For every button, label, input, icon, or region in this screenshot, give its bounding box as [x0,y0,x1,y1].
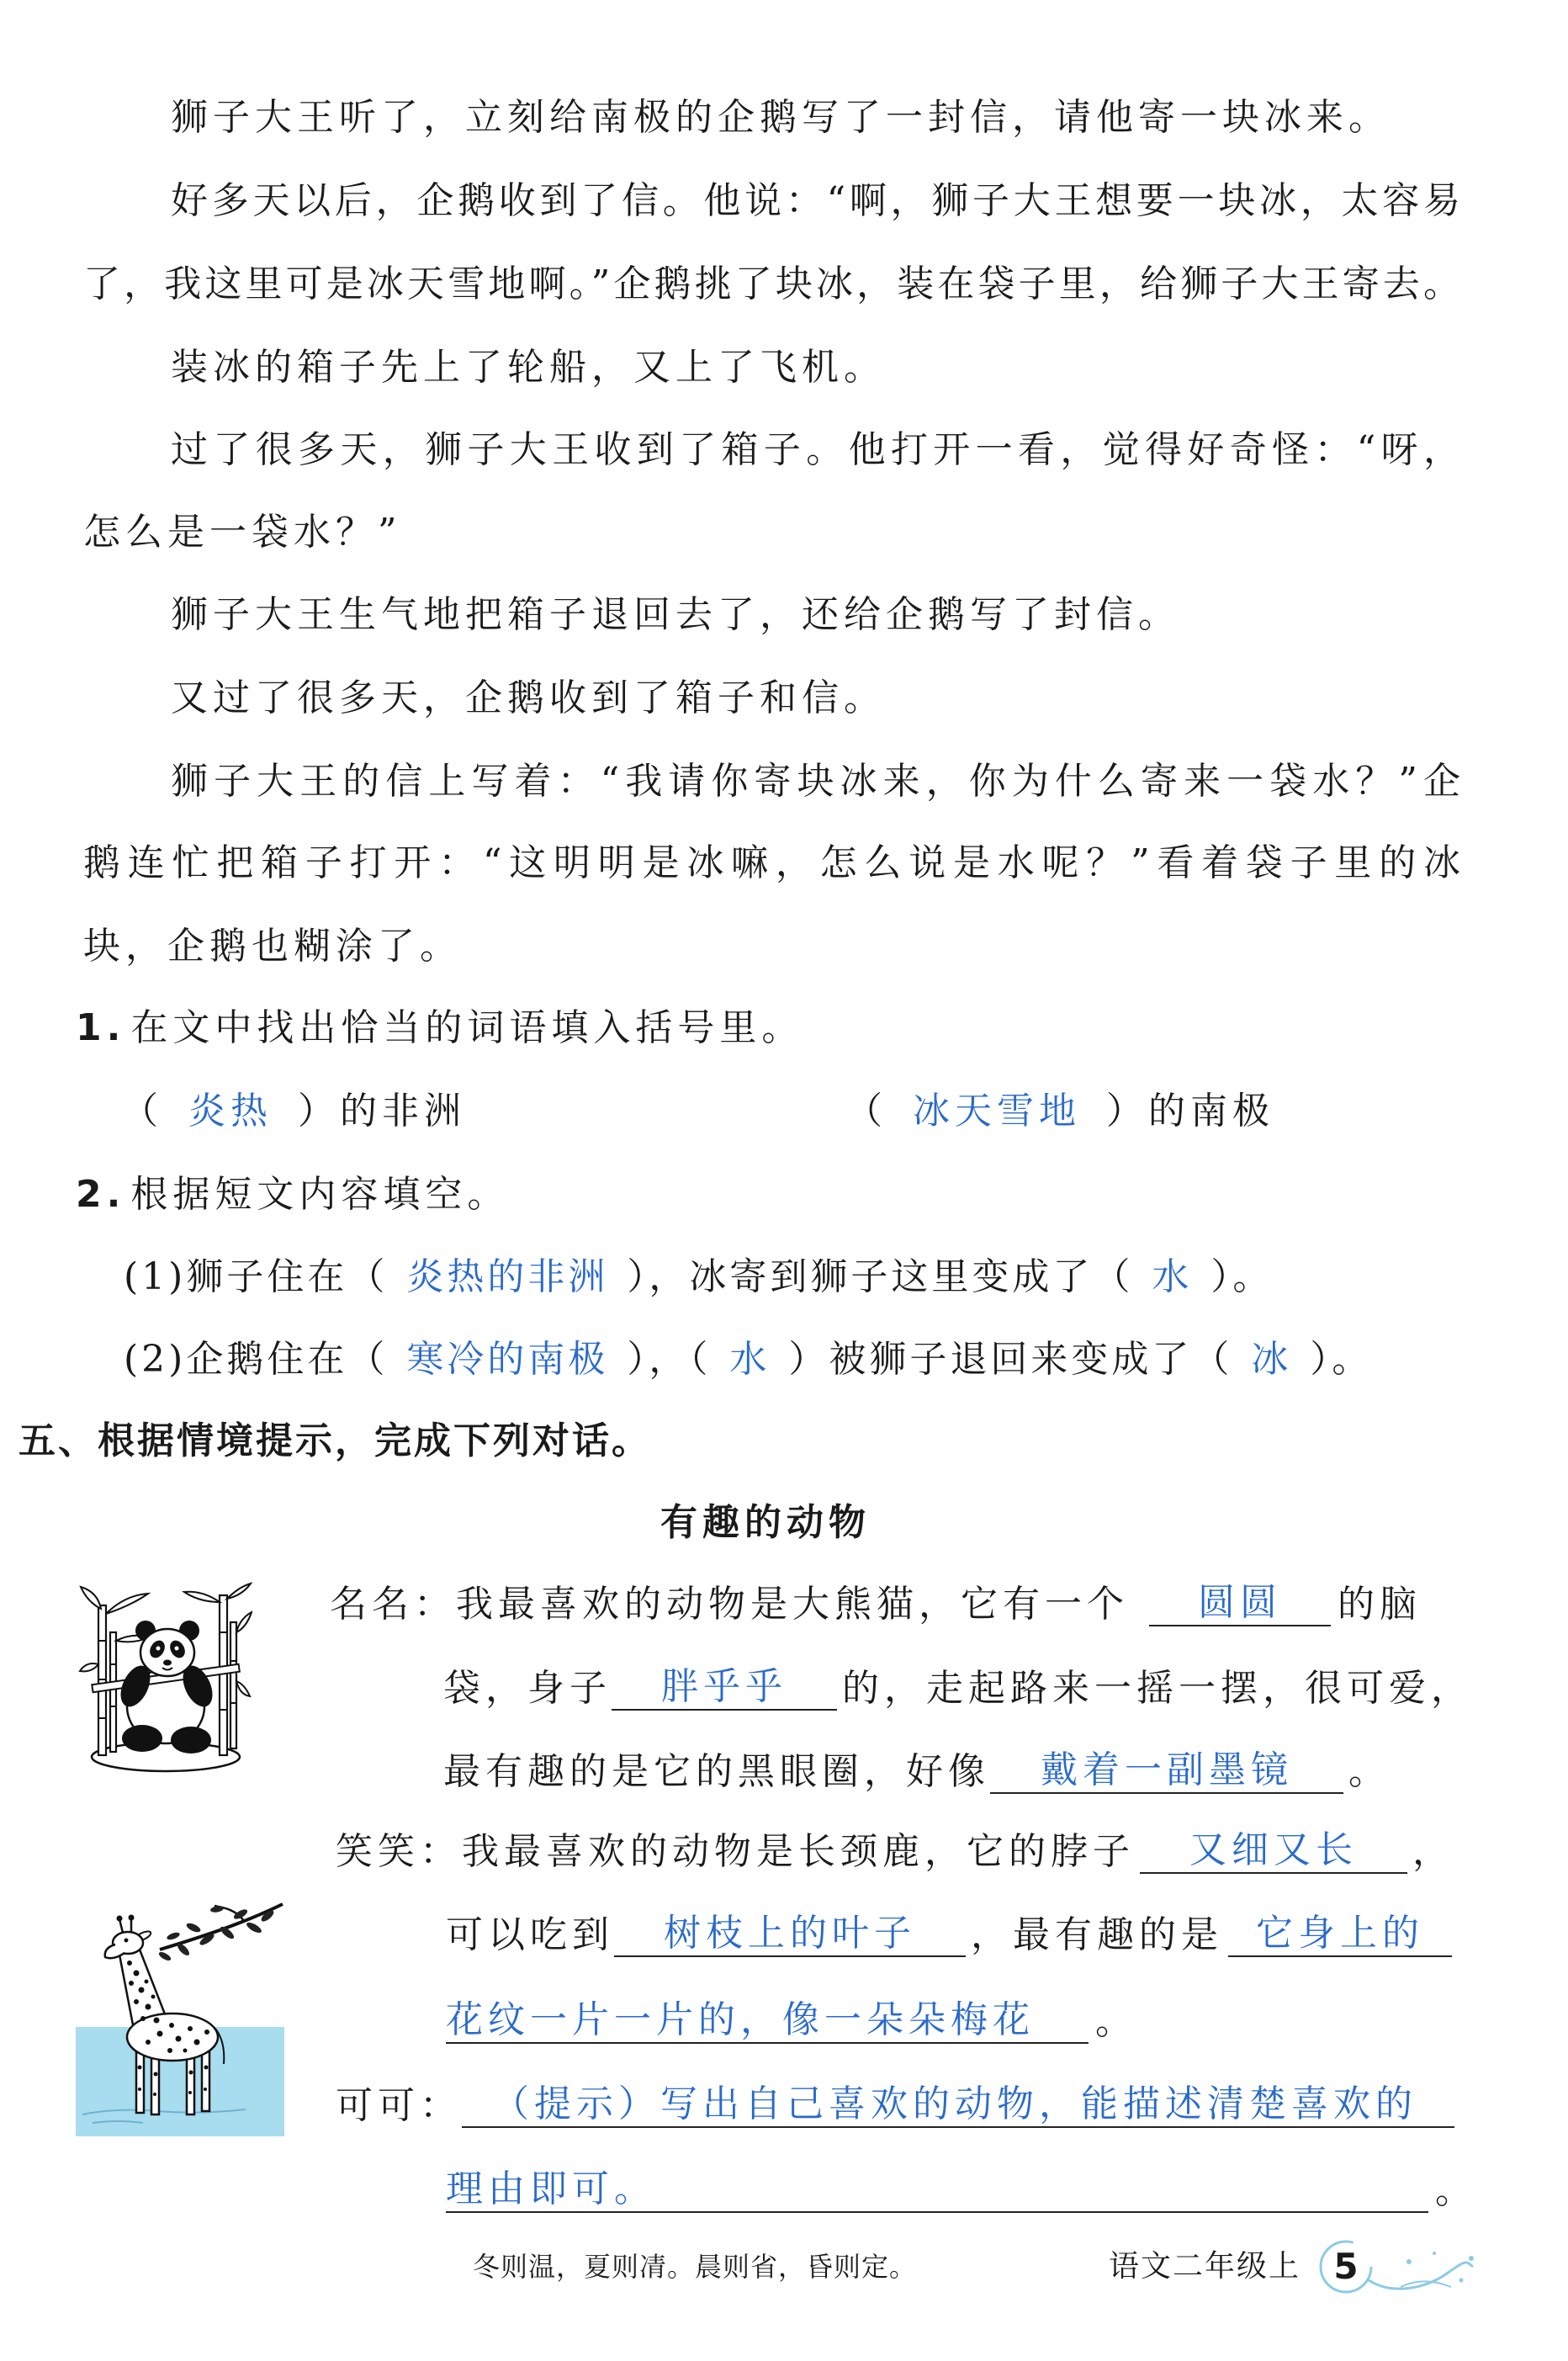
passage-line-5: 过了很多天，狮子大王收到了箱子。他打开一看，觉得好奇怪：“呀， [171,428,1460,471]
dialog-line-xiaoxiao-1 [336,1827,1454,1877]
q1-item-2 [845,1086,1274,1137]
giraffe-illustration [76,1902,284,2136]
tree-branch [160,1904,283,1950]
q1-item-1 [121,1086,466,1137]
dialog-line-mingming-1 [330,1579,1422,1630]
dialog-line-keke-2 [446,2166,1477,2216]
item-suffix: ）的非洲 [298,1090,466,1133]
dialog-text: 我最喜欢的动物是长颈鹿，它的脖子 [462,1830,1135,1873]
answer-text: 冰 [1251,1338,1292,1381]
dialog-text: 的脑 [1338,1583,1422,1626]
answer-blank: 它身上的 [1228,1910,1452,1957]
footer-motto: 冬则温，夏则凊。晨则省，昏则定。 [473,2251,918,2283]
dialog-text: 袋，身子 [443,1667,612,1710]
dialog-text: 可以吃到 [446,1913,614,1956]
dialog-text: 的，走起路来一摇一摆，很可爱， [842,1667,1473,1710]
swirl-ornament [1369,2263,1473,2289]
answer-text: 寒冷的南极 [406,1338,609,1381]
answer-text: 水 [729,1338,771,1381]
giraffe-drawing [76,1902,284,2136]
dialog-line-xiaoxiao-3 [446,1997,1137,2047]
panda-drawing [78,1580,252,1776]
item-text: ），冰寄到狮子这里变成了（ [627,1255,1134,1298]
item-text: (2)企鹅住在（ [124,1338,389,1381]
dialog-text: 。 [1348,1750,1391,1793]
panda-illustration [78,1580,252,1776]
dialog-text: 。 [1095,2000,1137,2043]
passage-line-3: 了，我这里可是冰天雪地啊。”企鹅挑了块冰，装在袋子里，给狮子大王寄去。 [83,263,1460,305]
answer-blank: 又细又长 [1140,1827,1407,1874]
dialog-text: 最有趣的是它的黑眼圈，好像 [443,1750,990,1793]
answer-blank: 树枝上的叶子 [614,1910,966,1957]
speaker-label: 笑笑： [336,1830,462,1873]
panda-leg [171,1727,211,1754]
speaker-label: 可可： [336,2084,462,2127]
item-text: ）被狮子退回来变成了（ [788,1338,1233,1381]
answer-blank: 胖乎乎 [612,1663,837,1711]
question-number: 1. [76,1006,126,1049]
question-prompt: 根据短文内容填空。 [130,1173,510,1216]
footer-subject: 语文二年级上 [1109,2249,1301,2284]
dialog-line-xiaoxiao-2 [446,1910,1452,1960]
question-2 [76,1170,509,1220]
dialog-line-mingming-3 [443,1747,1391,1797]
answer-blank: 圆圆 [1149,1579,1331,1626]
passage-line-6: 怎么是一袋水？” [83,511,402,554]
answer-text: 炎热的非洲 [406,1255,609,1298]
passage-line-11: 块，企鹅也糊涂了。 [83,925,462,968]
q2-item-1 [124,1252,1273,1303]
question-number: 2. [76,1173,126,1216]
passage-line-1: 狮子大王听了，立刻给南极的企鹅写了一封信，请他寄一块冰来。 [171,96,1391,139]
bracket-open: （ [845,1090,887,1133]
dialog-text: 。 [1435,2169,1477,2212]
answer-blank: 戴着一副墨镜 [990,1747,1343,1794]
panda-nose [163,1660,172,1666]
passage-line-2: 好多天以后，企鹅收到了信。他说：“啊，狮子大王想要一块冰，太容易 [171,179,1460,222]
question-1 [76,1003,803,1053]
section-title: 有趣的动物 [660,1501,871,1544]
answer-blank: （提示）写出自己喜欢的动物，能描述清楚喜欢的 [462,2081,1454,2128]
passage-line-4: 装冰的箱子先上了轮船，又上了飞机。 [171,346,886,389]
passage-line-8: 又过了很多天，企鹅收到了箱子和信。 [171,676,886,719]
item-text: ）。 [1210,1255,1274,1298]
item-text: ）。 [1310,1338,1373,1381]
answer-text: 冰天雪地 [913,1090,1081,1133]
dialog-line-keke-1 [336,2081,1454,2131]
dialog-line-mingming-2 [443,1663,1473,1714]
dialog-text: 我最喜欢的动物是大熊猫，它有一个 [456,1583,1129,1626]
q2-item-2 [124,1334,1372,1385]
section-heading: 五、根据情境提示，完成下列对话。 [19,1419,651,1462]
answer-text: 水 [1152,1255,1193,1298]
answer-text: 炎热 [188,1090,273,1133]
bracket-open: （ [121,1090,163,1133]
passage-line-9: 狮子大王的信上写着：“我请你寄块冰来，你为什么寄来一袋水？”企 [171,760,1460,803]
dialog-text: ， [1412,1830,1454,1873]
passage-line-7: 狮子大王生气地把箱子退回去了，还给企鹅写了封信。 [171,593,1180,636]
item-suffix: ）的南极 [1106,1090,1274,1133]
item-text: (1)狮子住在（ [124,1255,389,1298]
page-number: 5 [1333,2246,1359,2287]
panda-leg [122,1725,162,1752]
answer-blank: 花纹一片一片的，像一朵朵梅花 [446,1997,1089,2044]
answer-blank: 理由即可。 [446,2166,1428,2213]
question-prompt: 在文中找出恰当的词语填入括号里。 [130,1006,804,1049]
giraffe-body [127,2013,218,2061]
passage-line-10: 鹅连忙把箱子打开：“这明明是冰嘛，怎么说是水呢？”看着袋子里的冰 [83,841,1460,884]
speaker-label: 名名： [330,1583,456,1626]
dialog-text: ，最有趣的是 [971,1913,1223,1956]
item-text: ），（ [627,1338,712,1381]
